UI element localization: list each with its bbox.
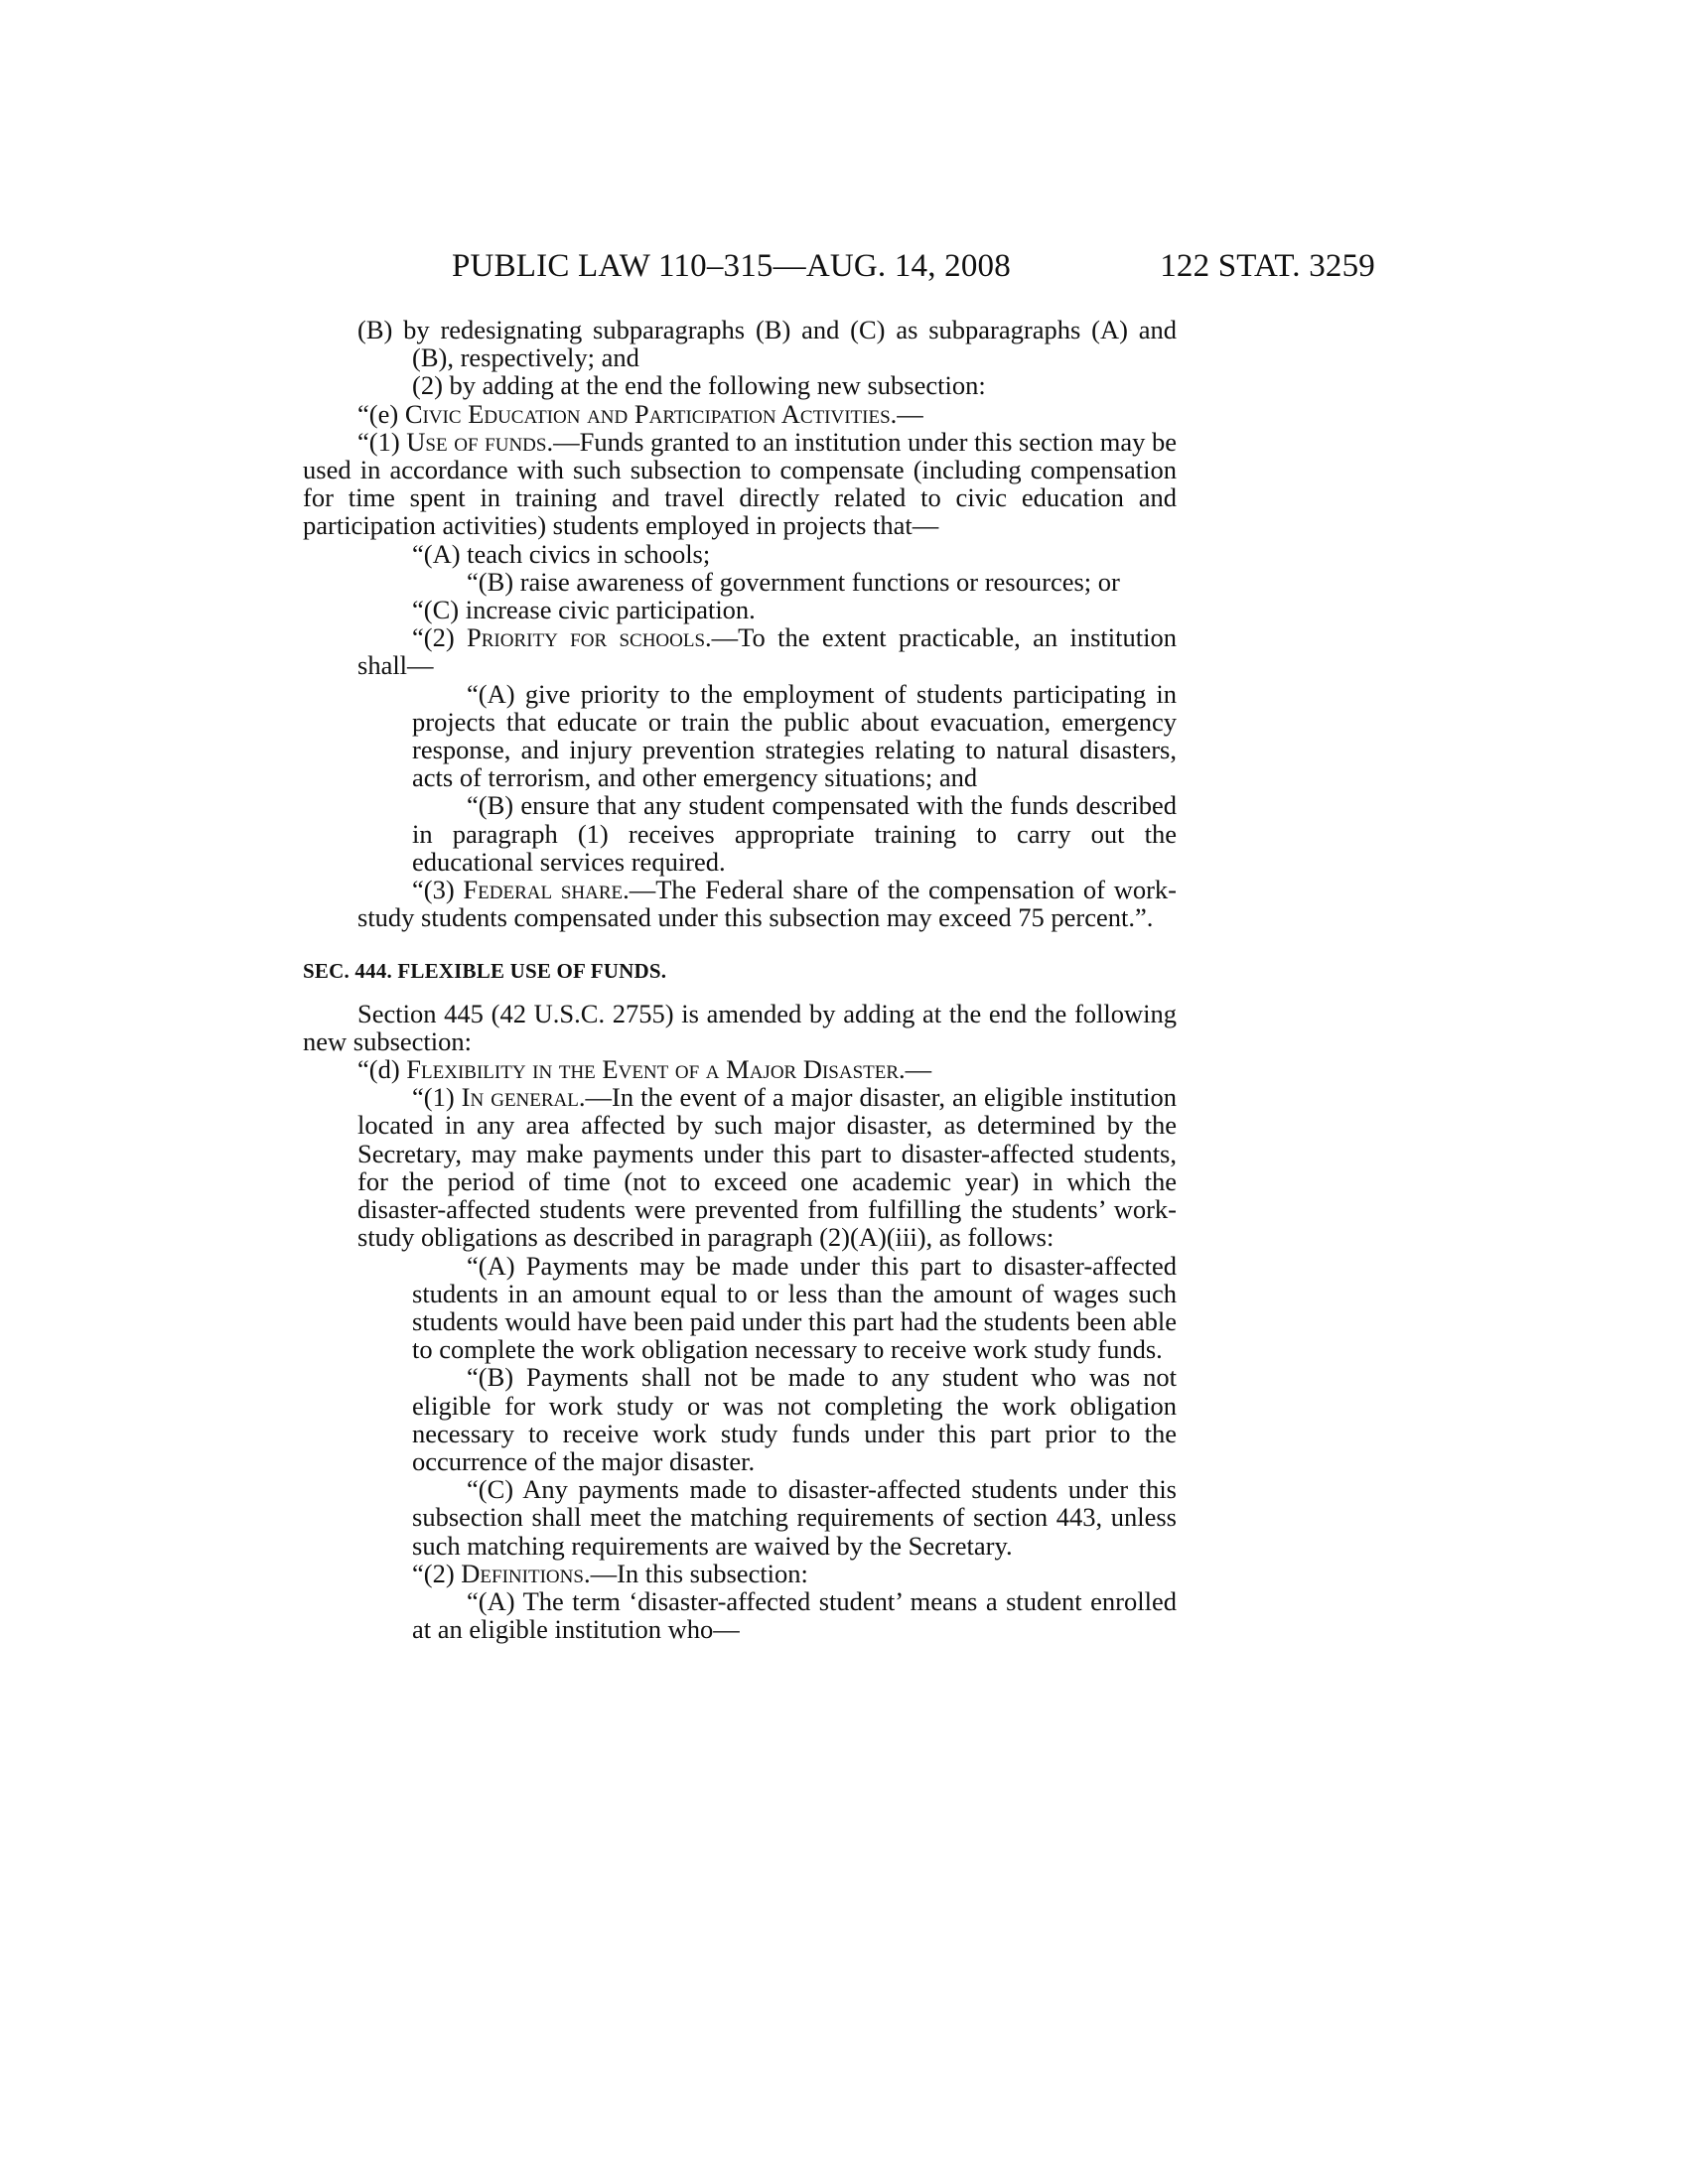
paragraph-federal-share: “(3) Federal share.—The Federal share of the compensation of work-study students compensated under this subsection may exceed 75 percent.”. (357, 875, 1177, 933)
item-raise-awareness: “(B) raise awareness of government functions or resources; or (467, 566, 1120, 597)
paragraph-in-general: “(1) In general.—In the event of a major disaster, an eligible institution located in any area affected by such major disaster, as determined by the Secretary, may make payments under this part to disaster-affected students, for the period of time (not to exceed one academic year) in which the disaster-affected students were prevented from fulfilling the students’ work-study obligations as described in paragraph (2)(A)(iii), as follows: (357, 1082, 1177, 1253)
item-increase-participation: “(C) increase civic participation. (412, 595, 756, 625)
paragraph-definitions: “(2) Definitions.—In this subsection: (412, 1558, 808, 1588)
subsection-d-heading: “(d) Flexibility in the Event of a Major Disaster.— (357, 1054, 932, 1085)
item-give-priority: “(A) give priority to the employment of students participating in projects that educate or train the public about evacuation, emergency response, and injury prevention strategies relating to natural disasters, acts of terrorism, and other emergency situations; and (412, 678, 1177, 793)
page-header (452, 248, 1375, 288)
paragraph-redesignating: (B) by redesignating subparagraphs (B) and (C) as subparagraphs (A) and (B), respectively; and (357, 315, 1177, 373)
subsection-e-heading: “(e) Civic Education and Participation Activities.— (357, 398, 923, 429)
item-matching-requirements: “(C) Any payments made to disaster-affected students under this subsection shall meet the matching requirements of section 443, unless such matching requirements are waived by the Secretary. (412, 1474, 1177, 1561)
paragraph-section-445: Section 445 (42 U.S.C. 2755) is amended by adding at the end the following new subsection: (303, 998, 1177, 1056)
item-payments-shall-not: “(B) Payments shall not be made to any student who was not eligible for work study or was not completing the work obligation necessary to receive work study funds under this part prior to the occurrence of the major disaster. (412, 1362, 1177, 1476)
document-body (303, 316, 1177, 1643)
item-payments-may-be-made: “(A) Payments may be made under this part to disaster-affected students in an amount equal to or less than the amount of wages such students would have been paid under this part had the students been able to complete the work obligation necessary to receive work study funds. (412, 1250, 1177, 1365)
paragraph-adding-subsection: (2) by adding at the end the following new subsection: (412, 370, 986, 401)
item-ensure-training: “(B) ensure that any student compensated with the funds described in paragraph (1) receives appropriate training to carry out the educational services required. (412, 790, 1177, 877)
paragraph-use-of-funds: “(1) Use of funds.—Funds granted to an institution under this section may be used in accordance with such subsection to compensate (including compensation for time spent in training and travel directly related to civic education and participation activities) students employed in projects that— (303, 426, 1177, 541)
header-citation: PUBLIC LAW 110–315—AUG. 14, 2008 (452, 248, 1011, 284)
paragraph-priority-schools: “(2) Priority for schools.—To the extent practicable, an institution shall— (357, 622, 1177, 681)
header-page-number: 122 STAT. 3259 (1160, 248, 1375, 284)
section-heading: SEC. 444. FLEXIBLE USE OF FUNDS. (303, 959, 667, 984)
item-teach-civics: “(A) teach civics in schools; (412, 538, 711, 569)
item-disaster-affected-definition: “(A) The term ‘disaster-affected student’ means a student enrolled at an eligible institution who— (412, 1585, 1177, 1645)
